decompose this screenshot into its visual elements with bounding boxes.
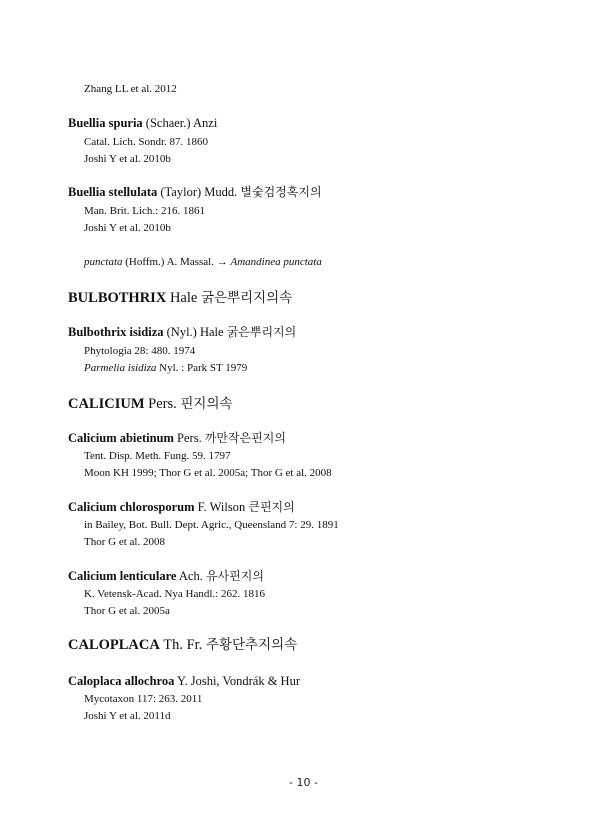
genus-author: Hale [169,290,198,306]
korean-name: 핀지의속 [180,396,233,412]
publication-line: in Bailey, Bot. Bull. Dept. Agric., Queensland 7: 29. 1891 [84,519,339,531]
genus-author: Pers. [148,396,177,412]
publication-line: Tent. Disp. Meth. Fung. 59. 1797 [84,450,231,462]
species-name: Calicium abietinum [68,431,174,445]
genus-heading [68,638,297,653]
genus-name: BULBOTHRIX [68,290,167,306]
species-heading [68,675,300,688]
genus-heading [68,397,233,412]
species-name: Calicium chlorosporum [68,500,195,514]
species-name: Bulbothrix isidiza [68,325,164,339]
species-name: Buellia spuria [68,116,143,130]
publication-line: Catal. Lich. Sondr. 87. 1860 [84,136,209,148]
species-heading [68,186,322,199]
species-author: Pers. [177,431,202,445]
species-name: Caloplaca allochroa [68,674,175,688]
arrow-icon: → [216,256,228,268]
publication-line: Mycotaxon 117: 263. 2011 [84,693,203,705]
korean-name: 큰핀지의 [248,500,295,514]
species-heading [68,570,264,583]
publication-line: K. Vetensk-Acad. Nya Handl.: 262. 1816 [84,588,265,600]
accepted-name: Amandinea punctata [230,256,322,268]
species-name: Calicium lenticulare [68,569,177,583]
reference-line: Thor G et al. 2008 [84,536,165,548]
reference-line: Joshi Y et al. 2010b [84,222,171,234]
species-heading [68,117,217,130]
species-author: (Taylor) Mudd. [160,185,238,199]
korean-name: 유사핀지의 [205,569,264,583]
genus-heading [68,291,292,306]
page-number: - 10 - [289,776,318,789]
species-author: F. Wilson [197,500,246,514]
species-author: (Schaer.) Anzi [145,116,218,130]
korean-name: 굵은뿌리지의 [226,325,297,339]
species-heading [68,326,296,339]
publication-line: Man. Brit. Lich.: 216. 1861 [84,205,205,217]
species-heading [68,501,295,514]
korean-name: 까만작은핀지의 [204,431,286,445]
reference-line: Joshi Y et al. 2010b [84,153,171,165]
korean-name: 주황단추지의속 [205,637,298,653]
genus-name: CALOPLACA [68,637,160,653]
korean-name: 별숯검정혹지의 [240,185,322,199]
epithet-author: (Hoffm.) A. Massal. [125,256,214,268]
synonym-name: Parmelia isidiza [84,362,157,374]
synonym-line [84,363,247,374]
cross-reference-line [84,257,322,268]
reference-line: Moon KH 1999; Thor G et al. 2005a; Thor G et al. 2008 [84,467,332,479]
species-author: Ach. [178,569,203,583]
reference-line: Zhang LL et al. 2012 [84,83,177,95]
synonym-reference: Nyl. : Park ST 1979 [159,362,248,374]
reference-line: Thor G et al. 2005a [84,605,170,617]
reference-line: Joshi Y et al. 2011d [84,710,171,722]
korean-name: 굵은뿌리지의속 [200,290,293,306]
epithet: punctata [84,256,123,268]
species-name: Buellia stellulata [68,185,158,199]
species-author: Y. Joshi, Vondrák & Hur [177,674,300,688]
genus-name: CALICIUM [68,396,145,412]
publication-line: Phytologia 28: 480. 1974 [84,345,196,357]
genus-author: Th. Fr. [163,637,203,653]
species-author: (Nyl.) Hale [166,325,224,339]
species-heading [68,432,286,445]
